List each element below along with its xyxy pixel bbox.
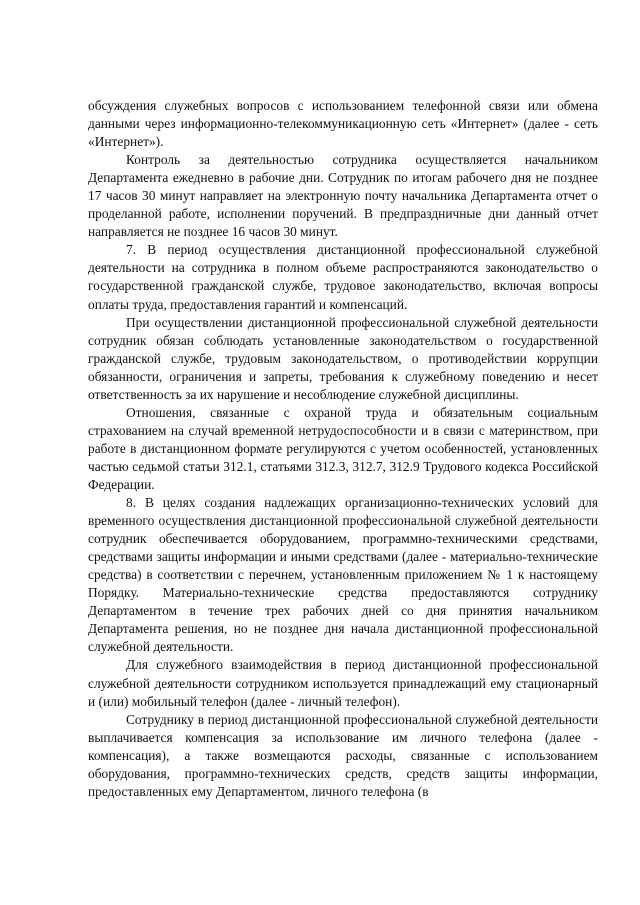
paragraph-1: обсуждения служебных вопросов с использованием телефонной связи или обмена данными через информационно-телекоммуникационную сеть «Интернет» (далее - сеть «Интернет»). <box>88 98 598 150</box>
document-page <box>88 97 598 801</box>
paragraph-6: 8. В целях создания надлежащих организационно-технических условий для временного осуществления дистанционной профессиональной служебной деятельности сотрудник обеспечивается оборудованием, программно-техническими средствами, средствами защиты информации и иными средствами (далее - материально-технические средства) в соответствии с перечнем, установленным приложением № 1 к настоящему Порядку. Материально-технические средства предоставляются сотруднику Департаментом в течение трех рабочих дней со дня принятия начальником Департамента решения, но не позднее дня начала дистанционной профессиональной служебной деятельности. <box>88 495 598 655</box>
paragraph-2: Контроль за деятельностью сотрудника осуществляется начальником Департамента ежедневно в рабочие дни. Сотрудник по итогам рабочего дня не позднее 17 часов 30 минут направляет на электронную почту начальника Департамента отчет о проделанной работе, исполнении поручений. В предпраздничные дни данный отчет направляется не позднее 16 часов 30 минут. <box>88 152 598 240</box>
paragraph-3: 7. В период осуществления дистанционной профессиональной служебной деятельности на сотрудника в полном объеме распространяются законодательство о государственной гражданской службе, трудовое законодательство, включая вопросы оплаты труда, предоставления гарантий и компенсаций. <box>88 242 598 312</box>
paragraph-8: Сотруднику в период дистанционной профессиональной служебной деятельности выплачивается компенсация за использование им личного телефона (далее - компенсация), а также возмещаются расходы, связанные с использованием оборудования, программно-технических средств, средств защиты информации, предоставленных ему Департаментом, личного телефона (в <box>88 711 598 799</box>
paragraph-7: Для служебного взаимодействия в период дистанционной профессиональной служебной деятельности сотрудником используется принадлежащий ему стационарный и (или) мобильный телефон (далее - личный телефон). <box>88 657 598 709</box>
paragraph-4: При осуществлении дистанционной профессиональной служебной деятельности сотрудник обязан соблюдать установленные законодательством о государственной гражданской службе, трудовым законодательством, о противодействии коррупции обязанности, ограничения и запреты, требования к служебному поведению и несет ответственность за их нарушение и несоблюдение служебной дисциплины. <box>88 314 598 402</box>
paragraph-5: Отношения, связанные с охраной труда и обязательным социальным страхованием на случай временной нетрудоспособности и в связи с материнством, при работе в дистанционном формате регулируются с учетом особенностей, установленных частью седьмой статьи 312.1, статьями 312.3, 312.7, 312.9 Трудового кодекса Российской Федерации. <box>88 404 598 492</box>
